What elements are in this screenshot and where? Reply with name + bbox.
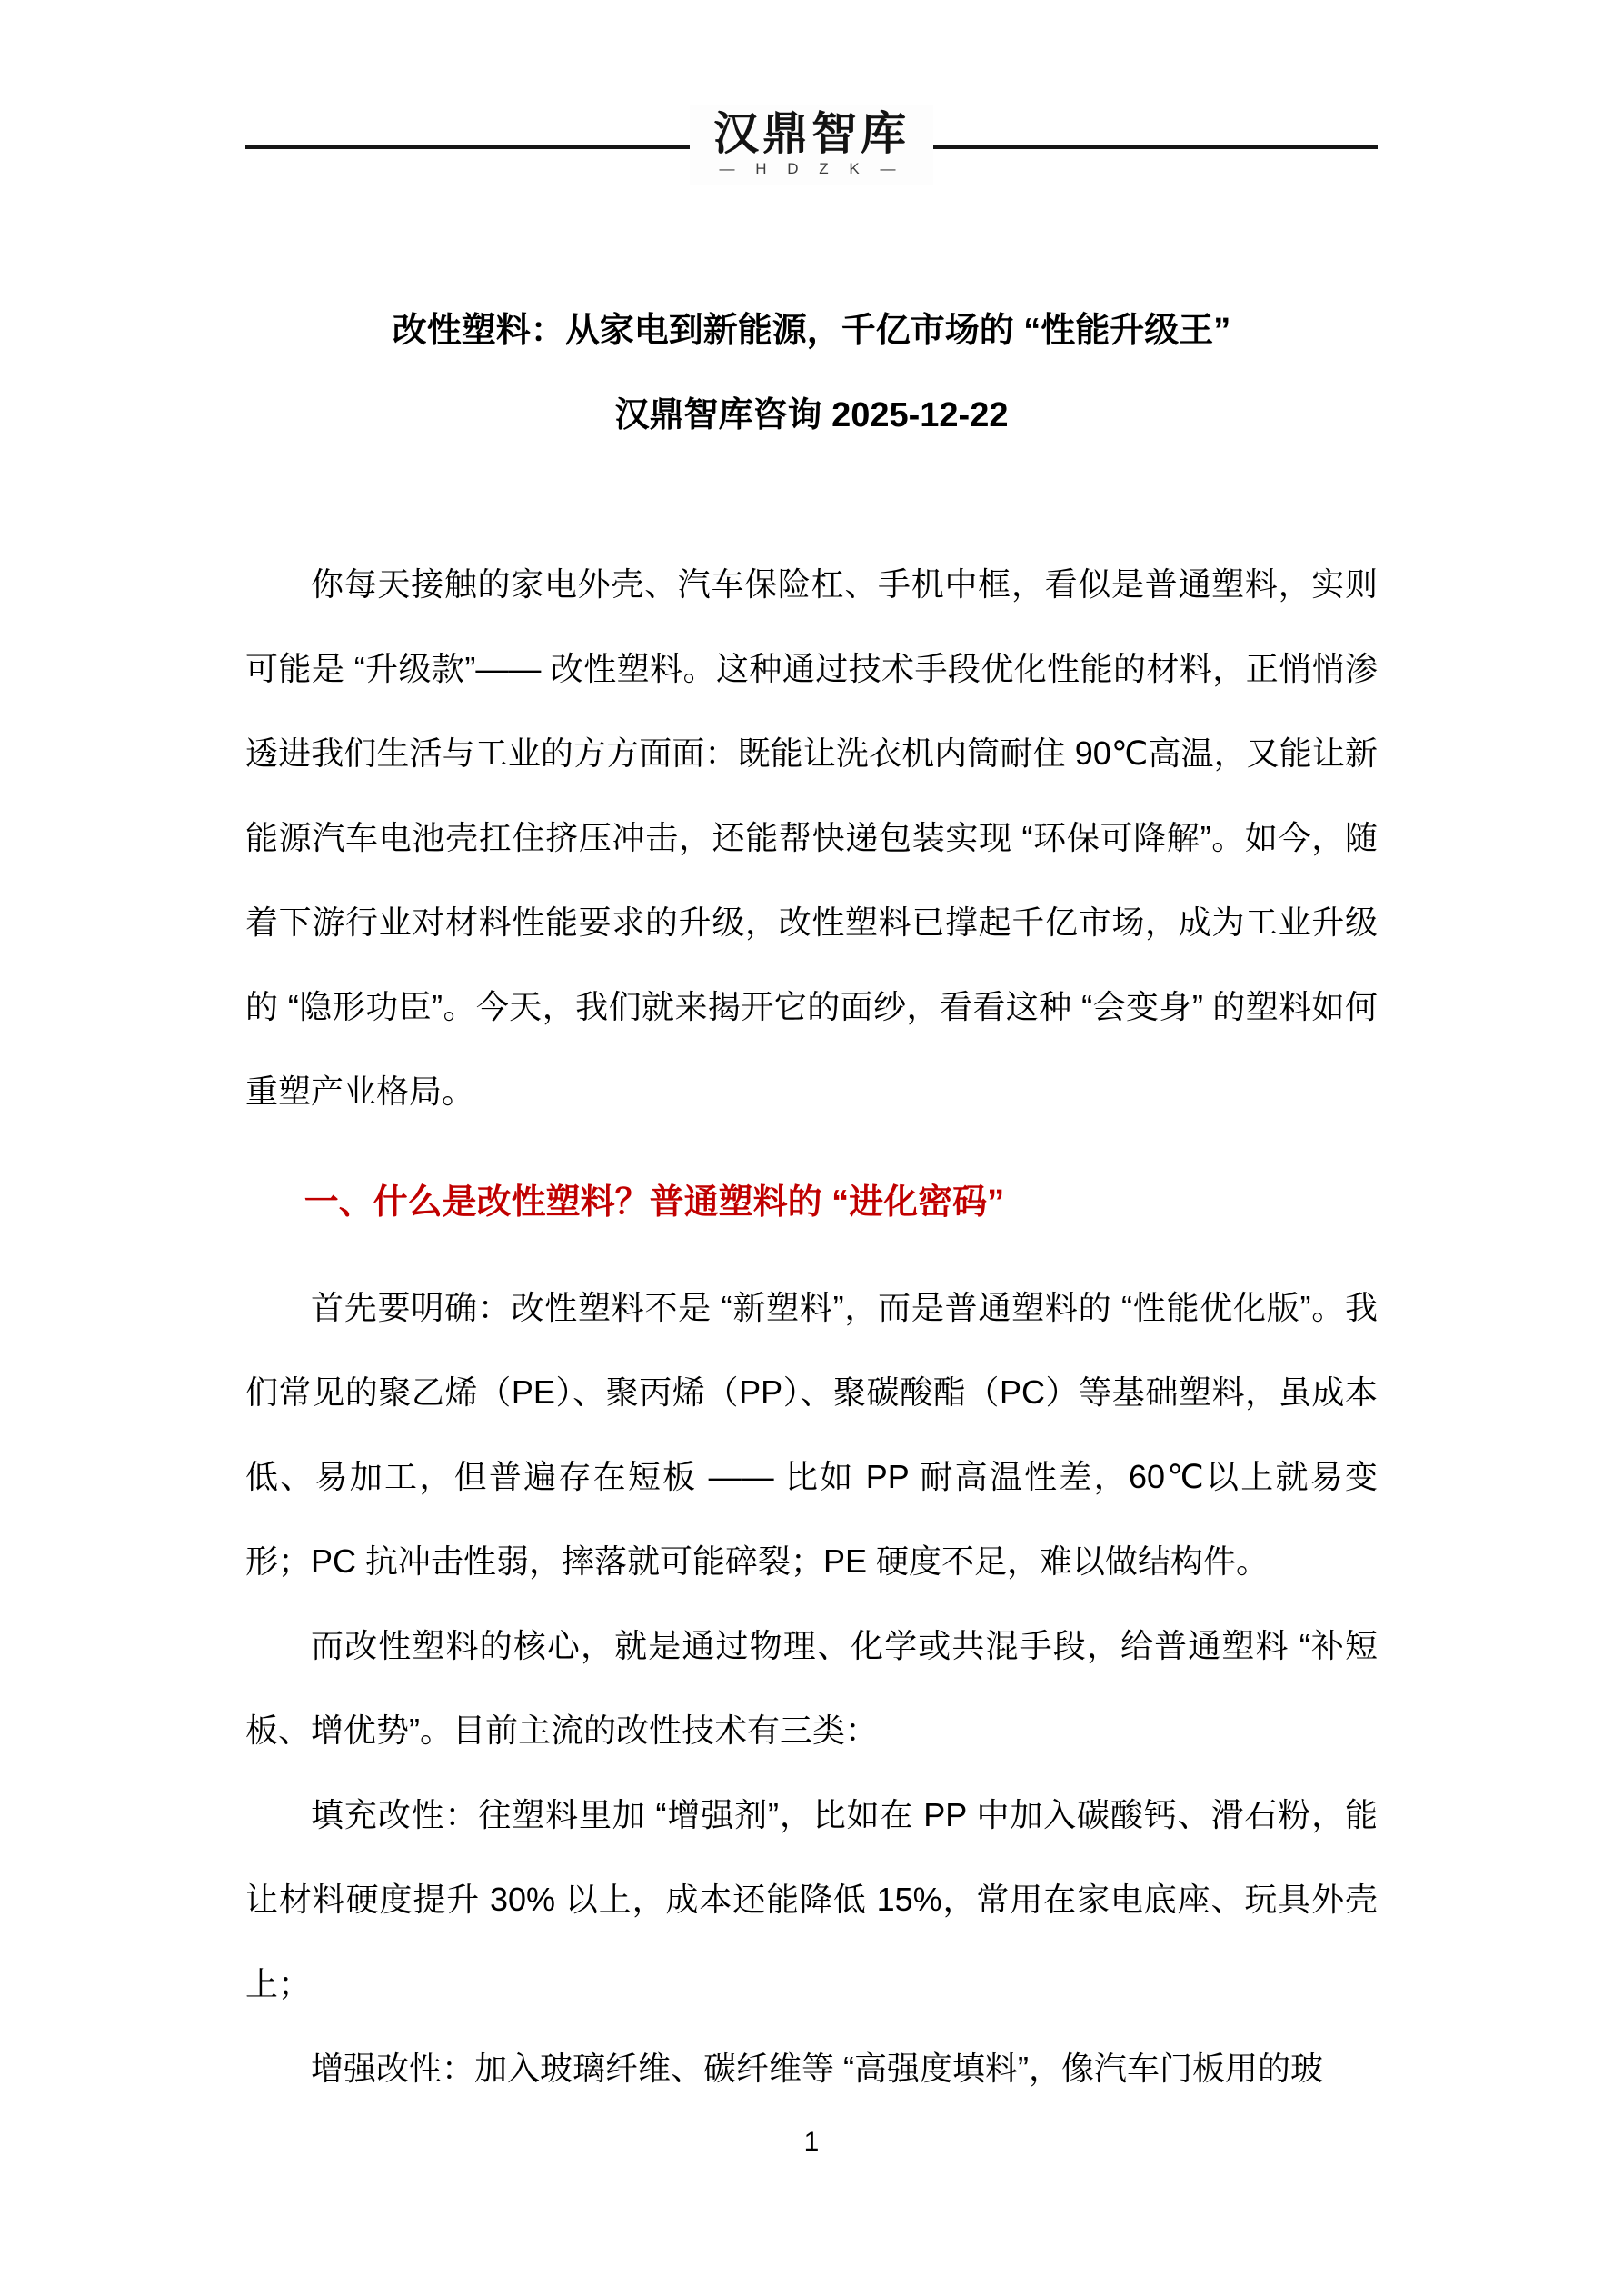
body-paragraph-4: 填充改性：往塑料里加 “增强剂”，比如在 PP 中加入碳酸钙、滑石粉，能让材料硬度提升 30% 以上，成本还能降低 15%，常用在家电底座、玩具外壳上； [245, 1796, 1378, 2002]
section-1-heading: 一、什么是改性塑料？普通塑料的 “进化密码” [304, 1183, 1005, 1222]
page-number: 1 [803, 2127, 820, 2157]
document-body [245, 289, 1378, 2111]
intro-paragraph: 你每天接触的家电外壳、汽车保险杠、手机中框，看似是普通塑料，实则可能是 “升级款”—— 改性塑料。这种通过技术手段优化性能的材料，正悄悄渗透进我们生活与工业的方方面面：既能让洗衣机内筒耐住 90℃高温，又能让新能源汽车电池壳扛住挤压冲击，还能帮快递包装实现 “环保可降解”。如今，随着下游行业对材料性能要求的升级，改性塑料已撑起千亿市场，成为工业升级的 “隐形功臣”。今天，我们就来揭开它的面纱，看看这种 “会变身” 的塑料如何重塑产业格局。 [245, 565, 1378, 1110]
document-title: 改性塑料：从家电到新能源，千亿市场的 “性能升级王” [392, 312, 1231, 350]
brand-logo-tagline: — H D Z K — [719, 160, 904, 177]
document-dateline: 汉鼎智库咨询 2025-12-22 [614, 396, 1009, 434]
body-paragraph-2: 首先要明确：改性塑料不是 “新塑料”，而是普通塑料的 “性能优化版”。我们常见的聚乙烯（PE）、聚丙烯（PP）、聚碳酸酯（PC）等基础塑料，虽成本低、易加工，但普遍存在短板 —— 比如 PP 耐高温性差，60℃以上就易变形；PC 抗冲击性弱，摔落就可能碎裂；PE 硬度不足，难以做结构件。 [245, 1289, 1378, 1580]
body-paragraph-3: 而改性塑料的核心，就是通过物理、化学或共混手段，给普通塑料 “补短板、增优势”。目前主流的改性技术有三类： [245, 1627, 1378, 1749]
brand-logo-text: 汉鼎智库 [713, 108, 910, 159]
body-paragraph-5: 增强改性：加入玻璃纤维、碳纤维等 “高强度填料”，像汽车门板用的玻 [311, 2050, 1323, 2087]
brand-logo [690, 105, 933, 185]
page-header [0, 0, 1623, 218]
